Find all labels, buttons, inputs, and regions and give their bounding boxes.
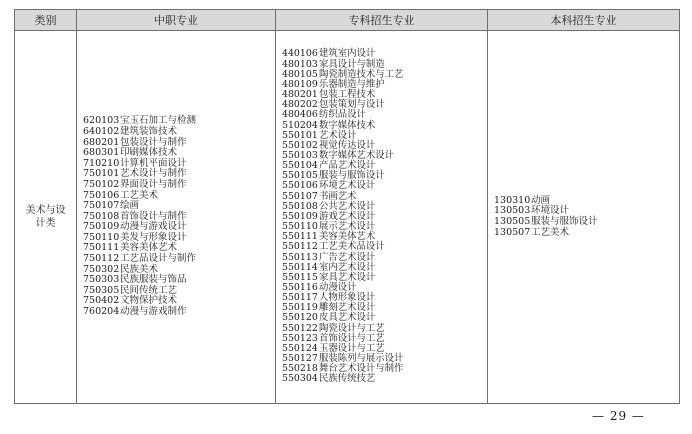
major-name: 数字媒体艺术设计 (319, 149, 395, 161)
page-number: — 29 — (592, 409, 645, 423)
major-code: 640102 (83, 125, 120, 137)
major-code: 750106 (83, 189, 120, 201)
major-code: 550114 (282, 261, 318, 273)
major-name: 服装与服饰设计 (319, 170, 385, 182)
major-code: 710210 (83, 157, 120, 169)
major-code: 480201 (282, 89, 318, 101)
header-junior-college: 专科招生专业 (276, 10, 488, 31)
major-name: 动漫与游戏设计 (120, 221, 187, 233)
major-name: 美发与形象设计 (120, 231, 187, 243)
major-name: 包装工程技术 (319, 89, 376, 101)
major-name: 环境艺术设计 (319, 180, 376, 192)
major-code: 550218 (282, 363, 318, 375)
major-code: 750108 (83, 210, 120, 222)
major-name: 室内艺术设计 (319, 261, 376, 273)
major-code: 510204 (282, 119, 318, 131)
major-name: 雕刻艺术设计 (319, 302, 376, 314)
header-category: 类别 (15, 10, 77, 31)
major-name: 数字媒体技术 (319, 119, 376, 131)
major-name: 美容美体艺术 (319, 231, 376, 243)
major-code: 750402 (83, 295, 120, 307)
header-secondary-vocational: 中职专业 (77, 10, 276, 31)
major-name: 游戏艺术设计 (319, 210, 376, 222)
major-name: 首饰设计与工艺 (319, 332, 385, 344)
major-code: 550113 (282, 251, 318, 263)
major-name: 舞台艺术设计与制作 (319, 363, 404, 375)
category-label: 美术与设计类 (25, 205, 66, 229)
major-name: 建筑装饰技术 (120, 125, 178, 137)
major-name: 人物形象设计 (319, 292, 376, 304)
list-item (494, 228, 679, 239)
major-name: 民族传统技艺 (319, 373, 376, 385)
major-code: 550115 (282, 271, 318, 283)
major-code: 550110 (282, 221, 318, 233)
major-code: 550105 (282, 170, 318, 182)
major-name: 家具设计与制造 (319, 58, 385, 70)
major-name: 皮具艺术设计 (319, 312, 376, 324)
major-code: 480109 (282, 78, 318, 90)
major-name: 展示艺术设计 (319, 221, 376, 233)
header-row (15, 10, 680, 31)
table-row (15, 31, 680, 404)
major-code: 750107 (83, 200, 120, 212)
major-code: 750302 (83, 263, 120, 275)
junior-college-cell (276, 31, 488, 404)
major-name: 计算机平面设计 (120, 157, 187, 169)
major-code: 550116 (282, 282, 318, 294)
undergraduate-list (488, 196, 679, 238)
major-code: 130310 (494, 194, 531, 206)
major-name: 产品艺术设计 (319, 160, 376, 172)
major-code: 480105 (282, 68, 318, 80)
major-code: 550120 (282, 312, 318, 324)
major-code: 550112 (282, 241, 318, 253)
major-name: 工艺品设计与制作 (120, 253, 197, 265)
major-code: 130505 (494, 216, 531, 227)
major-code: 550122 (282, 322, 318, 334)
major-code: 750101 (83, 168, 120, 180)
list-item (282, 374, 487, 384)
major-code: 680301 (83, 147, 120, 159)
major-code: 550101 (282, 129, 318, 141)
major-name: 民族服装与饰品 (120, 274, 187, 286)
major-code: 440106 (282, 48, 318, 60)
major-name: 广告艺术设计 (319, 251, 376, 263)
major-name: 工艺美术 (120, 189, 159, 201)
major-code: 130507 (494, 226, 531, 238)
major-code: 550119 (282, 302, 318, 314)
major-code: 480406 (282, 109, 318, 121)
major-name: 服装陈列与展示设计 (319, 353, 404, 365)
major-name: 服装与服饰设计 (531, 216, 598, 227)
major-name: 民间传统工艺 (120, 284, 178, 296)
major-code: 550103 (282, 149, 318, 161)
major-code: 550104 (282, 160, 318, 172)
junior-college-list (276, 49, 487, 384)
major-name: 动漫设计 (319, 282, 357, 294)
major-code: 480202 (282, 99, 318, 111)
major-name: 首饰设计与制作 (120, 210, 187, 222)
major-code: 750109 (83, 221, 120, 233)
major-code: 550111 (282, 231, 318, 243)
major-code: 750102 (83, 178, 120, 190)
major-name: 陶瓷制造技术与工艺 (319, 68, 404, 80)
major-name: 工艺美术 (531, 226, 570, 238)
major-code: 130503 (494, 205, 531, 217)
list-item (494, 217, 679, 228)
major-name: 包装策划与设计 (319, 99, 385, 111)
major-name: 界面设计与制作 (120, 178, 187, 190)
major-code: 550108 (282, 200, 318, 212)
undergraduate-cell (488, 31, 680, 404)
major-name: 艺术设计 (319, 129, 357, 141)
list-item (83, 180, 275, 191)
major-code: 760204 (83, 306, 120, 318)
major-code: 550117 (282, 292, 318, 304)
major-code: 750110 (83, 231, 120, 243)
major-name: 动漫与游戏制作 (120, 306, 187, 318)
major-name: 玉器设计与工艺 (319, 342, 385, 354)
major-name: 动画 (531, 194, 551, 206)
major-name: 艺术设计与制作 (120, 168, 187, 180)
category-cell (15, 31, 77, 404)
major-code: 750305 (83, 284, 120, 296)
major-code: 480103 (282, 58, 318, 70)
major-table (14, 9, 680, 404)
major-code: 750112 (83, 253, 120, 265)
secondary-vocational-list (77, 116, 275, 317)
major-code: 750111 (83, 242, 120, 254)
major-name: 民族美术 (120, 263, 159, 275)
major-name: 包装设计与制作 (120, 136, 187, 148)
major-name: 公共艺术设计 (319, 200, 376, 212)
major-name: 纺织品设计 (319, 109, 366, 121)
major-name: 环境设计 (531, 205, 570, 217)
major-code: 680201 (83, 136, 120, 148)
major-name: 视觉传达设计 (319, 139, 376, 151)
major-name: 工艺美术品设计 (319, 241, 385, 253)
major-name: 宝玉石加工与检测 (120, 115, 197, 127)
major-code: 550304 (282, 373, 318, 385)
major-code: 550109 (282, 210, 318, 222)
major-code: 550124 (282, 342, 318, 354)
major-code: 550123 (282, 332, 318, 344)
major-code: 550102 (282, 139, 318, 151)
header-undergraduate: 本科招生专业 (488, 10, 680, 31)
major-name: 绘画 (120, 200, 140, 212)
major-code: 550127 (282, 353, 318, 365)
major-name: 美容美体艺术 (120, 242, 178, 254)
major-name: 乐器制造与维护 (319, 78, 385, 90)
major-name: 文物保护技术 (120, 295, 178, 307)
major-name: 印刷媒体技术 (120, 147, 178, 159)
list-item (282, 110, 487, 120)
major-code: 550107 (282, 190, 318, 202)
list-item (83, 307, 275, 318)
major-name: 书画艺术 (319, 190, 357, 202)
major-code: 750303 (83, 274, 120, 286)
major-name: 建筑室内设计 (319, 48, 376, 60)
major-code: 620103 (83, 115, 120, 127)
major-name: 陶瓷设计与工艺 (319, 322, 385, 334)
major-code: 550106 (282, 180, 318, 192)
major-name: 家具艺术设计 (319, 271, 376, 283)
secondary-vocational-cell (77, 31, 276, 404)
